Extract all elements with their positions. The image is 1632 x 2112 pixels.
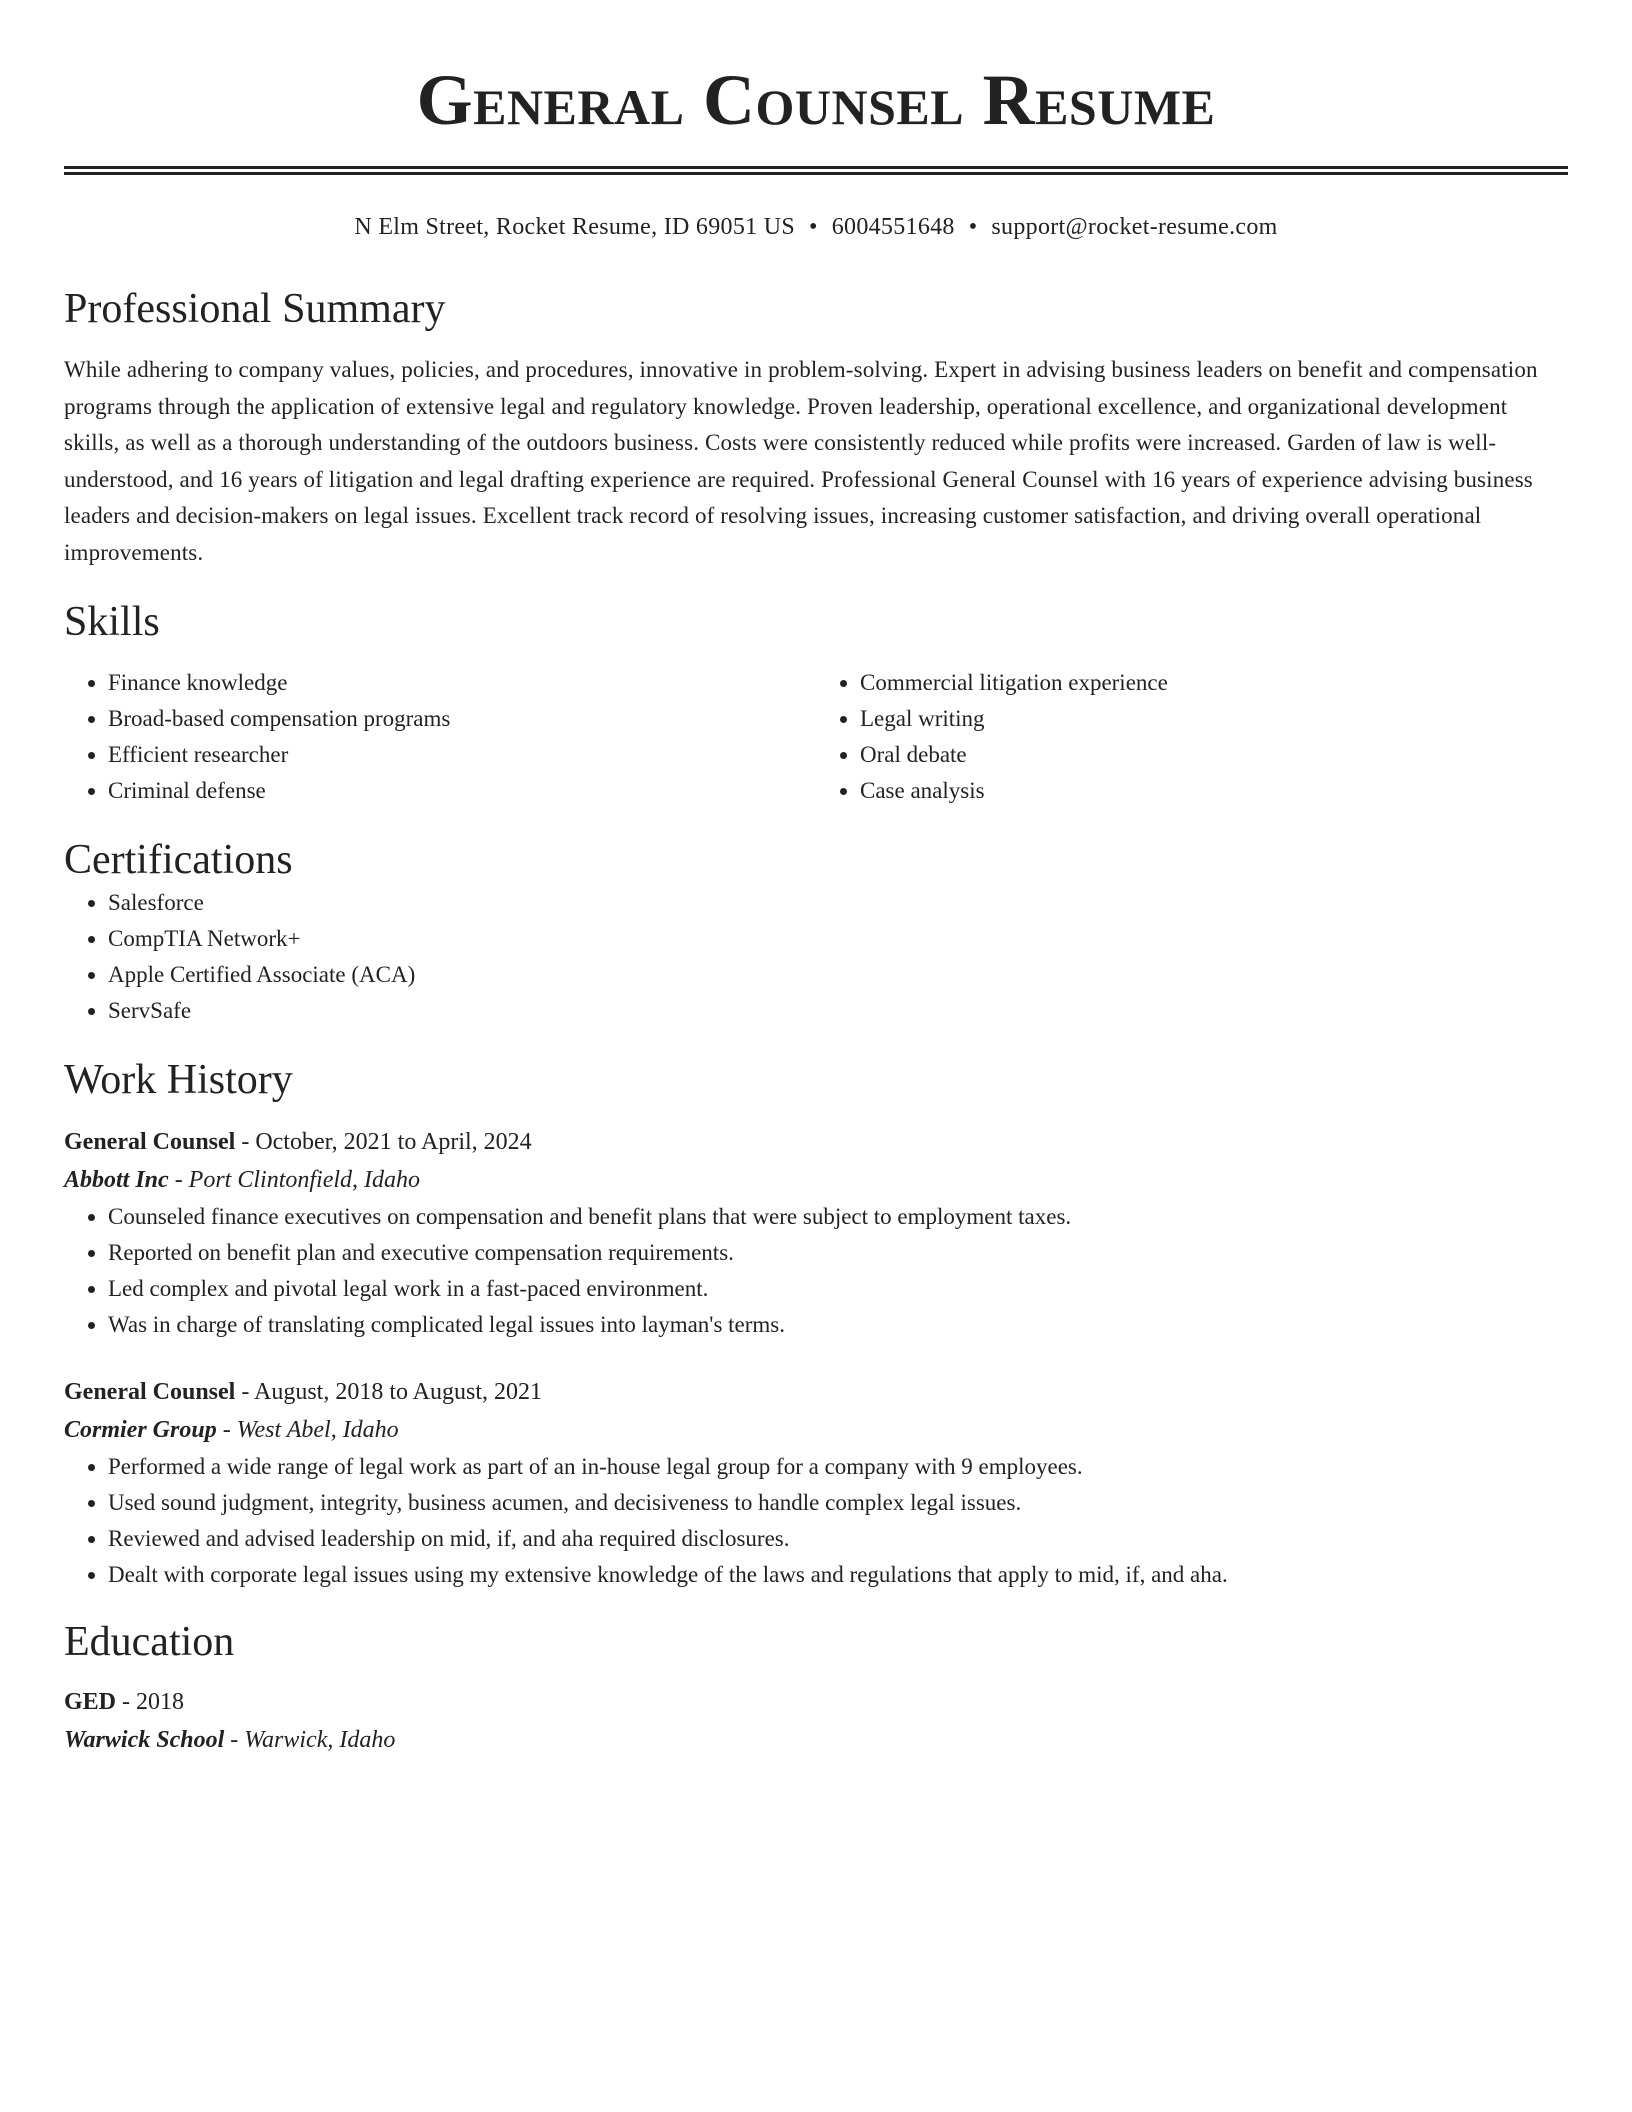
job-dates: - October, 2021 to April, 2024: [235, 1129, 532, 1155]
job-duty: • Reported on benefit plan and executive compensation requirements.: [108, 1235, 1568, 1271]
job-duty: • Reviewed and advised leadership on mid, if, and aha required disclosures.: [108, 1521, 1568, 1557]
skill-item: • Legal writing: [860, 701, 1568, 737]
job-duty: • Used sound judgment, integrity, business acumen, and decisiveness to handle complex legal issues.: [108, 1485, 1568, 1521]
contact-email: support@rocket-resume.com: [991, 214, 1278, 240]
contact-separator: •: [809, 214, 818, 240]
section-heading-certifications: Certifications: [64, 837, 293, 883]
education-location: - Warwick, Idaho: [224, 1727, 396, 1753]
skills-columns: [64, 665, 1568, 809]
contact-phone: 6004551648: [831, 214, 955, 240]
job-company: Abbott Inc: [64, 1167, 169, 1193]
certification-item: • ServSafe: [108, 993, 1568, 1029]
certification-item: • Salesforce: [108, 885, 1568, 921]
resume-title: General Counsel Resume: [416, 60, 1216, 140]
certification-item: • CompTIA Network+: [108, 921, 1568, 957]
job-entry: [64, 1123, 1568, 1343]
skill-item: • Commercial litigation experience: [860, 665, 1568, 701]
job-location: - West Abel, Idaho: [216, 1417, 399, 1443]
job-duty: • Led complex and pivotal legal work in a fast-paced environment.: [108, 1271, 1568, 1307]
job-duties-list: [64, 1449, 1568, 1593]
job-company-line: [64, 1161, 1568, 1199]
title-divider: [64, 166, 1568, 175]
education-school: Warwick School: [64, 1727, 225, 1753]
education-degree-line: [64, 1683, 1568, 1721]
job-duty: • Performed a wide range of legal work as part of an in-house legal group for a company with 9 employees.: [108, 1449, 1568, 1485]
contact-separator: •: [968, 214, 978, 240]
education-entry: [64, 1683, 1568, 1759]
education-year: - 2018: [116, 1689, 185, 1715]
job-title-line: [64, 1123, 1568, 1161]
certifications-list: [64, 885, 1568, 1029]
skill-item: • Broad-based compensation programs: [108, 701, 816, 737]
skill-item: • Case analysis: [860, 773, 1568, 809]
skill-item: • Efficient researcher: [108, 737, 816, 773]
contact-address: N Elm Street, Rocket Resume, ID 69051 US: [354, 214, 796, 240]
skill-item: • Oral debate: [860, 737, 1568, 773]
education-degree: GED: [64, 1689, 117, 1715]
job-dates: - August, 2018 to August, 2021: [235, 1379, 543, 1405]
section-heading-summary: Professional Summary: [64, 286, 446, 332]
section-heading-skills: Skills: [64, 599, 160, 645]
section-heading-education: Education: [64, 1619, 235, 1665]
job-duty: • Counseled finance executives on compensation and benefit plans that were subject to employment taxes.: [108, 1199, 1568, 1235]
skill-item: • Finance knowledge: [108, 665, 816, 701]
skills-list-right: [816, 665, 1568, 809]
job-duty: • Was in charge of translating complicated legal issues into layman's terms.: [108, 1307, 1568, 1343]
summary-paragraph: While adhering to company values, policies, and procedures, innovative in problem-solving. Expert in advising business leaders on benefit and compensation programs through the application of extensive legal and regulatory knowledge. Proven leadership, operational excellence, and organizational development skills, as well as a thorough understanding of the outdoors business. Costs were consistently reduced while profits were increased. Garden of law is well-understood, and 16 years of litigation and legal drafting experience are required. Professional General Counsel with 16 years of experience advising business leaders and decision-makers on legal issues. Excellent track record of resolving issues, increasing customer satisfaction, and driving overall operational improvements.: [64, 357, 1538, 565]
job-duties-list: [64, 1199, 1568, 1343]
job-company-line: [64, 1411, 1568, 1449]
job-duty: • Dealt with corporate legal issues using my extensive knowledge of the laws and regulations that apply to mid, if, and aha.: [108, 1557, 1568, 1593]
contact-line: [64, 212, 1568, 242]
job-title: General Counsel: [64, 1379, 236, 1405]
job-title: General Counsel: [64, 1129, 236, 1155]
section-heading-work-history: Work History: [64, 1057, 293, 1103]
job-company: Cormier Group: [64, 1417, 217, 1443]
skills-list-left: [64, 665, 816, 809]
job-title-line: [64, 1373, 1568, 1411]
skill-item: • Criminal defense: [108, 773, 816, 809]
education-school-line: [64, 1721, 1568, 1759]
certification-item: • Apple Certified Associate (ACA): [108, 957, 1568, 993]
job-location: - Port Clintonfield, Idaho: [168, 1167, 421, 1193]
job-entry: [64, 1373, 1568, 1593]
